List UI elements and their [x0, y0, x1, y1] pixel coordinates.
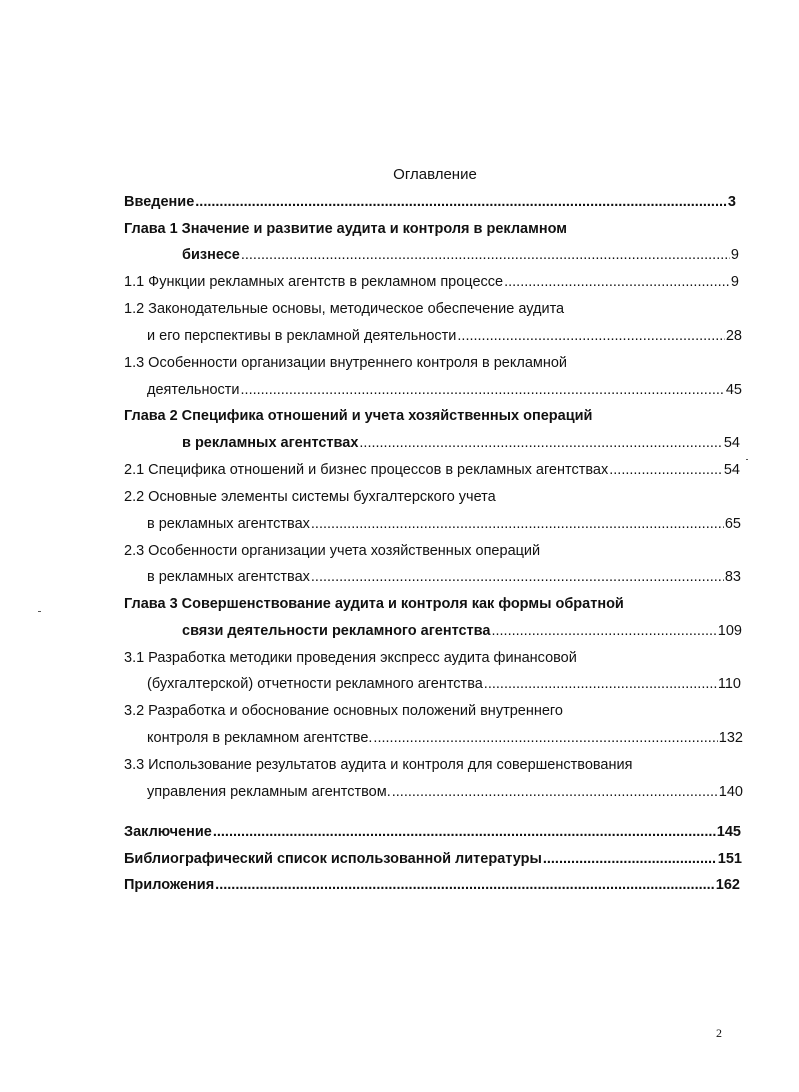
leader-dots	[311, 568, 724, 586]
leader-dots	[359, 434, 722, 452]
toc-label: Введение	[124, 194, 195, 210]
toc-page: 83	[724, 569, 741, 585]
toc-page: 132	[718, 730, 743, 746]
toc-entry-ch3-line1[interactable]: Глава 3 Совершенствование аудита и контроля как формы обратной	[124, 596, 624, 612]
toc-label: деятельности	[147, 382, 240, 398]
toc-page: 54	[723, 435, 740, 451]
toc-entry-2-2-line1[interactable]: 2.2 Основные элементы системы бухгалтерского учета	[124, 489, 496, 505]
toc-entry-3-1-line1[interactable]: 3.1 Разработка методики проведения экспресс аудита финансовой	[124, 650, 577, 666]
toc-entry-2-2[interactable]	[147, 515, 741, 533]
toc-page: 109	[717, 623, 742, 639]
toc-label: Приложения	[124, 877, 215, 893]
toc-entry-ch2[interactable]	[182, 434, 740, 452]
toc-label: 1.1 Функции рекламных агентств в рекламном процессе	[124, 274, 504, 290]
toc-label: в рекламных агентствах	[182, 435, 359, 451]
leader-dots	[484, 675, 717, 693]
toc-entry-3-2-line1[interactable]: 3.2 Разработка и обоснование основных положений внутреннего	[124, 703, 563, 719]
toc-page: 54	[723, 462, 740, 478]
leader-dots	[543, 850, 717, 868]
toc-entry-2-3-line1[interactable]: 2.3 Особенности организации учета хозяйственных операций	[124, 543, 541, 559]
toc-title: Оглавление	[393, 166, 477, 183]
toc-label: (бухгалтерской) отчетности рекламного агентства	[147, 676, 483, 692]
toc-page: 162	[715, 877, 740, 893]
scan-speck	[38, 611, 41, 612]
leader-dots	[373, 729, 717, 747]
toc-entry-ch1[interactable]	[182, 246, 739, 264]
toc-label: контроля в рекламном агентстве.	[147, 730, 373, 746]
toc-entry-3-3-line1[interactable]: 3.3 Использование результатов аудита и контроля для совершенствования	[124, 757, 633, 773]
toc-entry-bibliography[interactable]	[124, 850, 742, 868]
leader-dots	[195, 193, 727, 211]
toc-entry-2-3[interactable]	[147, 568, 741, 586]
toc-page: 145	[716, 824, 741, 840]
leader-dots	[241, 246, 730, 264]
toc-entry-1-2-line1[interactable]: 1.2 Законодательные основы, методическое обеспечение аудита	[124, 301, 565, 317]
toc-page: 140	[718, 784, 743, 800]
toc-label: Библиографический список использованной литературы	[124, 851, 542, 867]
leader-dots	[215, 876, 715, 894]
leader-dots	[213, 823, 716, 841]
page-number: 2	[716, 1026, 722, 1040]
toc-entry-appendix[interactable]	[124, 876, 740, 894]
leader-dots	[241, 381, 725, 399]
toc-entry-conclusion[interactable]	[124, 823, 741, 841]
toc-page: 65	[724, 516, 741, 532]
toc-label: в рекламных агентствах	[147, 516, 310, 532]
leader-dots	[609, 461, 723, 479]
toc-label: управления рекламным агентством.	[147, 784, 391, 800]
toc-page: 110	[717, 676, 741, 692]
toc-entry-2-1[interactable]	[124, 461, 740, 479]
toc-page: 45	[725, 382, 742, 398]
toc-label: бизнесе	[182, 247, 240, 263]
toc-entry-1-2[interactable]	[147, 327, 742, 345]
toc-label: 2.1 Специфика отношений и бизнес процессов в рекламных агентствах	[124, 462, 609, 478]
toc-page: 151	[717, 851, 742, 867]
toc-page: 9	[730, 247, 739, 263]
toc-entry-ch1-line1[interactable]: Глава 1 Значение и развитие аудита и контроля в рекламном	[124, 221, 567, 237]
toc-entry-ch2-line1[interactable]: Глава 2 Специфика отношений и учета хозяйственных операций	[124, 408, 593, 424]
toc-entry-ch3[interactable]	[182, 622, 742, 640]
toc-label: связи деятельности рекламного агентства	[182, 623, 491, 639]
toc-label: и его перспективы в рекламной деятельности	[147, 328, 457, 344]
leader-dots	[457, 327, 724, 345]
scan-speck	[746, 459, 748, 460]
toc-entry-1-3[interactable]	[147, 381, 742, 399]
toc-entry-1-1[interactable]	[124, 273, 739, 291]
leader-dots	[504, 273, 730, 291]
leader-dots	[491, 622, 716, 640]
leader-dots	[311, 515, 724, 533]
toc-entry-3-3[interactable]	[147, 783, 743, 801]
toc-label: в рекламных агентствах	[147, 569, 310, 585]
leader-dots	[392, 783, 718, 801]
toc-page: 28	[725, 328, 742, 344]
toc-label: Заключение	[124, 824, 212, 840]
toc-page: 9	[730, 274, 739, 290]
toc-page: 3	[727, 194, 736, 210]
toc-entry-3-1[interactable]	[147, 675, 741, 693]
toc-entry-3-2[interactable]	[147, 729, 743, 747]
toc-entry-intro[interactable]	[124, 193, 736, 211]
toc-entry-1-3-line1[interactable]: 1.3 Особенности организации внутреннего контроля в рекламной	[124, 355, 568, 371]
